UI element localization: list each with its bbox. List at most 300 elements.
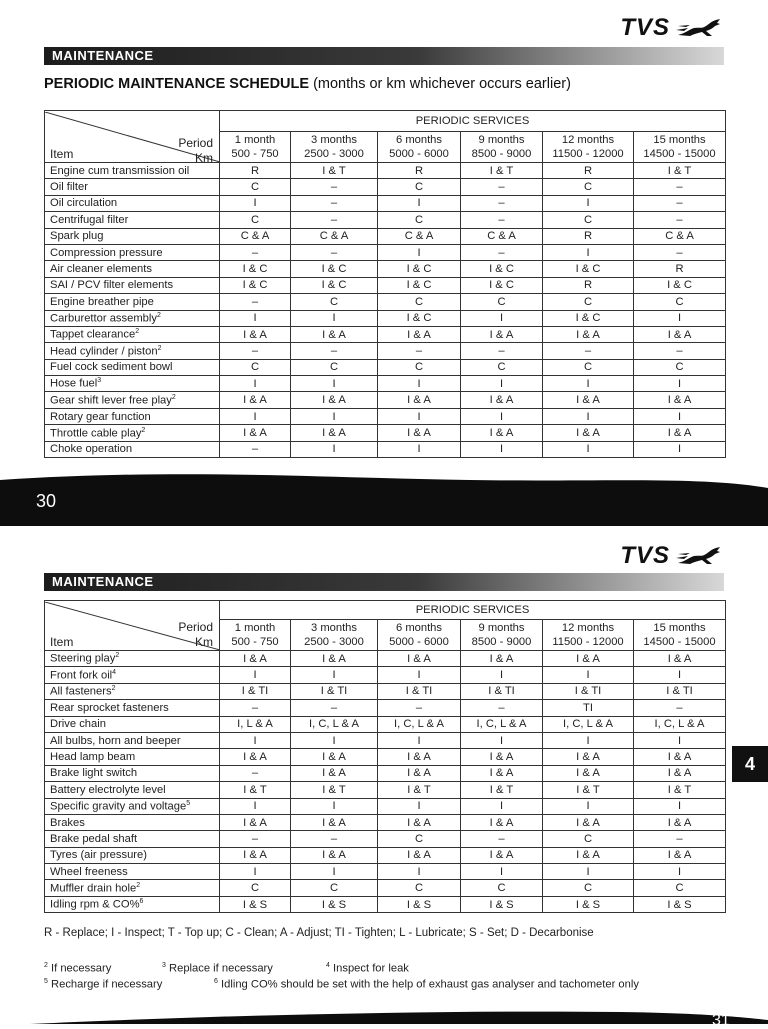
row-value: I & C [378, 261, 461, 277]
table-row [45, 667, 726, 683]
row-value: I [378, 195, 461, 211]
row-value: I [291, 310, 378, 326]
column-km: 5000 - 6000 [389, 636, 449, 648]
row-item [45, 425, 220, 441]
column-months: 15 months [653, 622, 706, 634]
footnote-ref: 2 [135, 328, 140, 336]
row-value: I & A [634, 651, 726, 667]
row-item [45, 179, 220, 195]
row-value: I & A [634, 847, 726, 863]
row-item [45, 880, 220, 896]
footnote-ref: 2 [111, 685, 116, 693]
row-value: I [634, 798, 726, 814]
row-value: I & T [378, 782, 461, 798]
row-value: C & A [378, 228, 461, 244]
row-value: I & A [543, 425, 634, 441]
row-value: I & TI [461, 683, 543, 699]
table-row [45, 441, 726, 457]
table-row [45, 228, 726, 244]
row-item-label: Engine breather pipe [50, 295, 154, 308]
row-item [45, 749, 220, 765]
row-value: I, C, L & A [634, 716, 726, 732]
row-value: I & C [220, 261, 291, 277]
page-number: 30 [36, 491, 57, 511]
brand-logo [620, 14, 722, 42]
corner-period-km: Period Km [178, 135, 213, 165]
row-value: I & C [461, 261, 543, 277]
row-item-label: Spark plug [50, 230, 104, 243]
row-item-label: Brake light switch [50, 767, 138, 780]
row-value: C [461, 359, 543, 375]
row-value: I & TI [543, 683, 634, 699]
table-row [45, 179, 726, 195]
footnote-ref: 4 [112, 668, 117, 676]
column-months: 3 months [310, 134, 358, 146]
row-item-label: Gear shift lever free play [50, 394, 172, 407]
table-row [45, 864, 726, 880]
row-item-label: Brakes [50, 816, 85, 829]
column-km: 11500 - 12000 [552, 636, 624, 648]
row-value: I & A [543, 326, 634, 342]
row-value: I & A [543, 749, 634, 765]
column-header [378, 620, 461, 651]
column-km: 11500 - 12000 [552, 148, 624, 160]
column-header [461, 132, 543, 163]
footnote-3: $^3$ Replace if necessary [162, 962, 273, 975]
row-value: C [634, 359, 726, 375]
table-row [45, 376, 726, 392]
row-item [45, 294, 220, 310]
footnote-ref: 2 [157, 344, 162, 352]
row-value: I & A [461, 392, 543, 408]
row-value: I & A [291, 749, 378, 765]
row-value: I & A [461, 847, 543, 863]
table-row [45, 765, 726, 781]
column-months: 6 months [395, 134, 443, 146]
row-item-label: Engine cum transmission oil [50, 164, 190, 177]
row-value: I [220, 864, 291, 880]
row-item [45, 392, 220, 408]
row-item [45, 896, 220, 912]
section-bar [44, 573, 724, 591]
row-value: – [378, 700, 461, 716]
column-km: 500 - 750 [231, 636, 279, 648]
row-value: I [378, 864, 461, 880]
row-item [45, 228, 220, 244]
corner-cell [45, 111, 220, 163]
row-value: I, C, L & A [291, 716, 378, 732]
legend: R - Replace; I - Inspect; T - Top up; C - Clean; A - Adjust; TI - Tighten; L - Lubricate; S - Set; D - Decarbonise [44, 927, 594, 939]
row-value: I & A [634, 814, 726, 830]
table-row [45, 732, 726, 748]
row-value: I, C, L & A [378, 716, 461, 732]
row-value: I & A [378, 425, 461, 441]
footer-wave [0, 1008, 768, 1024]
footnote-ref: 6 [139, 898, 144, 906]
column-header [220, 620, 291, 651]
row-value: I [543, 408, 634, 424]
row-value: – [220, 441, 291, 457]
row-value: I [543, 864, 634, 880]
row-value: I & A [220, 392, 291, 408]
row-value: I [543, 667, 634, 683]
column-km: 14500 - 15000 [643, 636, 716, 648]
row-item [45, 277, 220, 293]
row-value: I [461, 798, 543, 814]
row-value: I [634, 667, 726, 683]
row-value: I [634, 310, 726, 326]
row-value: I [543, 798, 634, 814]
column-months: 12 months [561, 134, 615, 146]
table-row [45, 326, 726, 342]
row-value: I & A [543, 392, 634, 408]
row-item-label: All bulbs, horn and beeper [50, 734, 181, 747]
footnote-5: $^5$ Recharge if necessary [44, 978, 163, 991]
row-value: I & S [220, 896, 291, 912]
periodic-services-header: PERIODIC SERVICES [220, 111, 726, 132]
row-value: – [461, 831, 543, 847]
row-item [45, 782, 220, 798]
column-months: 12 months [561, 622, 615, 634]
row-item [45, 359, 220, 375]
footnote-2: $^2$ If necessary [44, 962, 112, 975]
row-item [45, 261, 220, 277]
footnote-ref: 2 [141, 426, 146, 434]
row-value: I & A [378, 651, 461, 667]
footnote-6: $^6$ Idling CO% should be set with the help of exhaust gas analyser and tachometer only [214, 978, 639, 991]
row-value: I [291, 667, 378, 683]
footer-wave [0, 470, 768, 526]
row-value: I, C, L & A [543, 716, 634, 732]
row-value: I & T [461, 782, 543, 798]
row-value: I & A [634, 425, 726, 441]
row-value: I & A [543, 814, 634, 830]
schedule-table-1 [44, 110, 726, 458]
row-value: I & A [543, 847, 634, 863]
horse-icon [676, 17, 722, 39]
row-value: C [291, 359, 378, 375]
row-value: R [543, 163, 634, 179]
row-item [45, 732, 220, 748]
row-item [45, 667, 220, 683]
row-value: I [291, 408, 378, 424]
row-value: – [461, 212, 543, 228]
row-value: I [291, 732, 378, 748]
column-km: 2500 - 3000 [304, 148, 364, 160]
table-row [45, 359, 726, 375]
row-value: I [378, 441, 461, 457]
column-months: 1 month [234, 134, 276, 146]
row-value: C [543, 831, 634, 847]
row-item [45, 864, 220, 880]
row-item-label: Rear sprocket fasteners [50, 701, 169, 714]
row-value: I [543, 376, 634, 392]
row-value: – [634, 244, 726, 260]
row-item [45, 376, 220, 392]
brand-name: TVS [620, 14, 670, 41]
row-value: – [291, 343, 378, 359]
row-value: I & A [634, 749, 726, 765]
table-row [45, 163, 726, 179]
row-item [45, 700, 220, 716]
row-value: I [461, 376, 543, 392]
periodic-services-header: PERIODIC SERVICES [220, 601, 726, 620]
row-item [45, 798, 220, 814]
row-value: I & S [378, 896, 461, 912]
row-value: C [378, 831, 461, 847]
row-value: I & T [634, 163, 726, 179]
row-value: I & T [291, 782, 378, 798]
row-item [45, 310, 220, 326]
row-value: C [378, 880, 461, 896]
footnote-ref: 5 [186, 799, 191, 807]
row-value: C & A [634, 228, 726, 244]
table-row [45, 408, 726, 424]
footnote-ref: 2 [156, 311, 161, 319]
row-value: I & TI [378, 683, 461, 699]
horse-icon [676, 545, 722, 567]
row-item [45, 765, 220, 781]
row-value: – [378, 343, 461, 359]
row-item [45, 441, 220, 457]
row-value: I & A [220, 847, 291, 863]
row-value: I & A [461, 749, 543, 765]
row-item-label: Oil filter [50, 181, 88, 194]
row-value: I, C, L & A [461, 716, 543, 732]
table-row [45, 425, 726, 441]
row-value: I & A [461, 326, 543, 342]
footnote-ref: 2 [171, 393, 176, 401]
row-value: I & S [634, 896, 726, 912]
row-item [45, 683, 220, 699]
row-value: I & C [378, 310, 461, 326]
row-value: – [461, 700, 543, 716]
table-row [45, 343, 726, 359]
column-header [543, 132, 634, 163]
row-value: I & T [543, 782, 634, 798]
page-number: 31 [712, 1012, 730, 1024]
column-km: 5000 - 6000 [389, 148, 449, 160]
row-value: – [634, 195, 726, 211]
footnote-ref: 2 [115, 652, 120, 660]
row-item-label: Idling rpm & CO% [50, 898, 140, 911]
row-value: C [378, 212, 461, 228]
row-item-label: Carburettor assembly [50, 312, 157, 325]
row-item [45, 831, 220, 847]
row-value: – [220, 294, 291, 310]
column-months: 1 month [234, 622, 276, 634]
column-km: 8500 - 9000 [471, 636, 532, 648]
row-value: I & A [378, 847, 461, 863]
row-value: I [543, 441, 634, 457]
row-item-label: Battery electrolyte level [50, 783, 166, 796]
row-value: I [291, 798, 378, 814]
row-item [45, 716, 220, 732]
row-value: – [220, 343, 291, 359]
table-row [45, 244, 726, 260]
row-value: C [220, 359, 291, 375]
row-item-label: Fuel cock sediment bowl [50, 361, 173, 374]
section-title: MAINTENANCE [52, 574, 154, 589]
row-item [45, 408, 220, 424]
row-value: I [461, 408, 543, 424]
row-value: – [220, 831, 291, 847]
table-row [45, 277, 726, 293]
row-item-label: Muffler drain hole [50, 882, 137, 895]
row-value: C [378, 294, 461, 310]
footnote-ref: 2 [136, 881, 141, 889]
row-value: I & C [461, 277, 543, 293]
row-value: – [634, 343, 726, 359]
row-item-label: Head lamp beam [50, 751, 136, 764]
row-value: R [543, 277, 634, 293]
row-value: I & A [378, 392, 461, 408]
row-item-label: All fasteners [50, 685, 112, 698]
column-km: 14500 - 15000 [643, 148, 716, 160]
row-value: I & A [220, 425, 291, 441]
row-value: I & A [461, 651, 543, 667]
row-item-label: Head cylinder / piston [50, 345, 158, 358]
row-value: – [461, 195, 543, 211]
row-value: I, L & A [220, 716, 291, 732]
row-value: C [291, 880, 378, 896]
table-row [45, 294, 726, 310]
row-value: C [220, 179, 291, 195]
section-bar [44, 47, 724, 65]
row-item-label: Brake pedal shaft [50, 832, 138, 845]
row-item-label: Front fork oil [50, 669, 113, 682]
table-row [45, 392, 726, 408]
row-item-label: Centrifugal filter [50, 213, 129, 226]
row-item-label: Rotary gear function [50, 410, 151, 423]
table-row [45, 749, 726, 765]
row-item-label: Air cleaner elements [50, 263, 152, 276]
table-row [45, 716, 726, 732]
row-value: – [634, 831, 726, 847]
table-row [45, 261, 726, 277]
row-value: I & C [220, 277, 291, 293]
column-months: 15 months [653, 134, 706, 146]
page-31 [0, 530, 768, 1024]
row-value: I & A [291, 392, 378, 408]
row-value: I & A [220, 326, 291, 342]
row-value: I & A [220, 749, 291, 765]
row-value: C [634, 294, 726, 310]
row-value: – [291, 700, 378, 716]
table-row [45, 310, 726, 326]
row-value: R [220, 163, 291, 179]
row-item [45, 814, 220, 830]
column-months: 9 months [478, 622, 525, 634]
row-item-label: Wheel freeness [50, 865, 128, 878]
section-title: MAINTENANCE [52, 48, 154, 63]
column-km: 8500 - 9000 [471, 148, 532, 160]
row-value: I & C [378, 277, 461, 293]
column-km: 2500 - 3000 [304, 636, 364, 648]
row-value: I & A [378, 814, 461, 830]
row-value: I & TI [220, 683, 291, 699]
row-value: I [634, 441, 726, 457]
brand-logo [620, 542, 722, 570]
row-value: I & A [378, 326, 461, 342]
table-row [45, 683, 726, 699]
corner-item: Item [50, 634, 74, 649]
row-value: C [220, 880, 291, 896]
row-value: C [220, 212, 291, 228]
table-row [45, 798, 726, 814]
row-value: C [291, 294, 378, 310]
row-value: I [220, 376, 291, 392]
row-value: I [543, 195, 634, 211]
row-value: C [461, 880, 543, 896]
row-value: C [634, 880, 726, 896]
row-item-label: Compression pressure [50, 246, 163, 259]
row-value: – [291, 244, 378, 260]
row-item-label: Hose fuel [50, 378, 98, 391]
corner-cell [45, 601, 220, 651]
row-value: I & C [634, 277, 726, 293]
row-value: – [543, 343, 634, 359]
row-value: – [220, 765, 291, 781]
row-value: I & A [634, 326, 726, 342]
row-value: I & T [220, 782, 291, 798]
row-value: I [220, 798, 291, 814]
table-row [45, 896, 726, 912]
row-value: – [220, 700, 291, 716]
row-item-label: Specific gravity and voltage [50, 800, 187, 813]
row-item [45, 326, 220, 342]
row-value: I [461, 310, 543, 326]
row-value: I & A [461, 425, 543, 441]
row-value: – [634, 700, 726, 716]
row-value: I & C [291, 261, 378, 277]
row-value: I [378, 244, 461, 260]
row-value: I & A [291, 326, 378, 342]
row-value: C & A [220, 228, 291, 244]
table-row [45, 814, 726, 830]
row-value: I & C [543, 261, 634, 277]
row-value: C [461, 294, 543, 310]
row-value: I [378, 798, 461, 814]
row-value: I [220, 732, 291, 748]
column-header [378, 132, 461, 163]
row-item-label: Tyres (air pressure) [50, 849, 147, 862]
table-row [45, 651, 726, 667]
row-item-label: Throttle cable play [50, 427, 142, 440]
row-value: – [461, 179, 543, 195]
chapter-tab: 4 [732, 746, 768, 782]
row-value: I & A [378, 749, 461, 765]
row-value: I [461, 441, 543, 457]
row-value: – [634, 212, 726, 228]
row-value: I & A [543, 651, 634, 667]
row-value: I & A [634, 765, 726, 781]
column-header [543, 620, 634, 651]
row-value: I [634, 732, 726, 748]
row-value: – [461, 343, 543, 359]
row-value: I [220, 310, 291, 326]
title-note: (months or km whichever occurs earlier) [313, 76, 571, 92]
row-value: – [461, 244, 543, 260]
row-value: I & A [291, 765, 378, 781]
row-item [45, 244, 220, 260]
row-value: C [543, 294, 634, 310]
schedule-table-2 [44, 600, 726, 913]
column-header [291, 620, 378, 651]
row-value: C [543, 179, 634, 195]
row-value: R [634, 261, 726, 277]
row-value: I & A [378, 765, 461, 781]
